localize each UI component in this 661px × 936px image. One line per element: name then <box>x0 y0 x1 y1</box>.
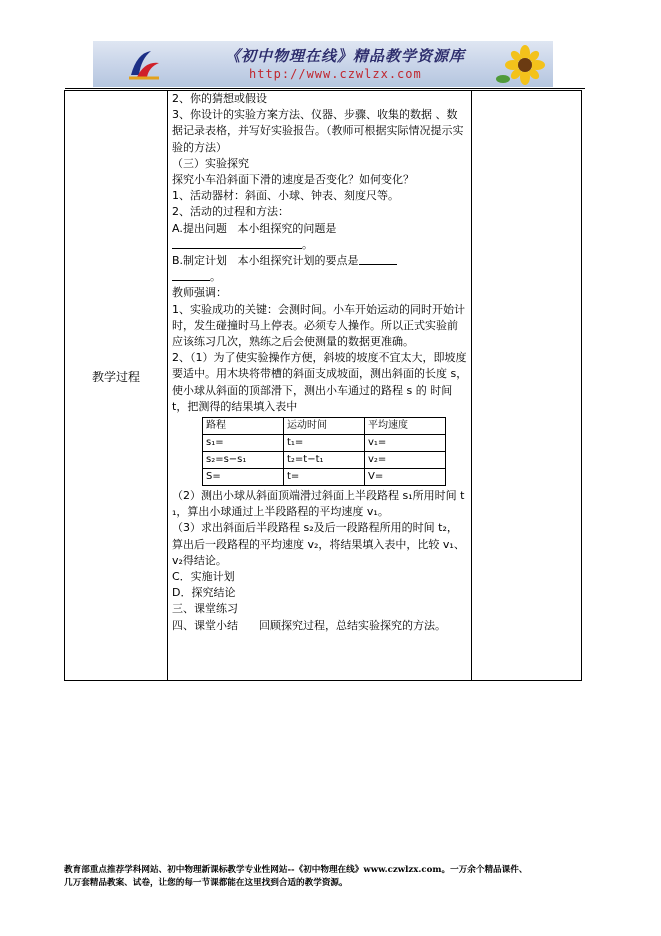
text-line: 3、你设计的实验方案方法、仪器、步骤、收集的数据 、数据记录表格，并写好实验报告。（教师可根据实际情况提示实验的方法） <box>172 108 464 154</box>
content-cell <box>169 91 471 634</box>
header-rule <box>65 88 585 89</box>
table-row <box>203 469 446 486</box>
banner-title: 《初中物理在线》精品教学资源库 <box>225 47 466 65</box>
text-line: 四、课堂小结 回顾探究过程，总结实验探究的方法。 <box>172 618 446 632</box>
text-line: D．探究结论 <box>172 586 236 600</box>
text-line: （三）实验探究 <box>172 156 249 170</box>
table-cell: s₂=s−s₁ <box>203 452 284 469</box>
section-label: 教学过程 <box>91 370 140 384</box>
answer-blank[interactable] <box>172 237 302 249</box>
banner-url[interactable]: http://www.czwlzx.com <box>249 67 422 81</box>
table-cell: t₁= <box>284 435 365 452</box>
sunflower-icon <box>495 45 547 85</box>
table-cell: S= <box>203 469 284 486</box>
text-line: （2）测出小球从斜面顶端滑过斜面上半段路程 s₁所用时间 t₁，算出小球通过上半段路程的平均速度 v₁。 <box>172 489 465 519</box>
answer-blank[interactable] <box>359 253 397 265</box>
text-line: 2、活动的过程和方法： <box>172 205 289 219</box>
table-header: 路程 <box>203 418 284 435</box>
text-line: B.制定计划 本小组探究计划的要点是 <box>172 253 468 269</box>
text-line: 2、（1）为了使实验操作方便，斜坡的坡度不宜太大，即坡度要适中。用木块将带槽的斜面支成坡面，测出斜面的长度 s，使小球从斜面的顶部滑下，测出小车通过的路程 s 的 时间 t，把测得的结果填入表中 <box>172 351 468 413</box>
table-header: 平均速度 <box>365 418 446 435</box>
table-cell: s₁= <box>203 435 284 452</box>
footer-line: 几万套精品教案、试卷，让您的每一节课都能在这里找到合适的教学资源。 <box>64 878 348 888</box>
table-header-row <box>203 418 446 435</box>
text-line: A.提出问题 本小组探究的问题是 <box>172 221 337 235</box>
table-cell: V= <box>365 469 446 486</box>
fill-blank-line: 。 <box>172 269 468 285</box>
table-cell: t= <box>284 469 365 486</box>
text-line: 教师强调： <box>172 286 227 300</box>
header-banner <box>93 41 553 87</box>
table-row <box>203 452 446 469</box>
lesson-table <box>64 90 582 681</box>
answer-blank[interactable] <box>172 269 210 281</box>
page-footer <box>64 864 604 890</box>
results-table <box>202 417 446 486</box>
table-cell: t₂=t−t₁ <box>284 452 365 469</box>
text-line: 探究小车沿斜面下滑的速度是否变化？如何变化？ <box>172 173 414 187</box>
table-header: 运动时间 <box>284 418 365 435</box>
text-line: 三、课堂练习 <box>172 602 238 616</box>
text-line: （3）求出斜面后半段路程 s₂及后一段路程所用的时间 t₂，算出后一段路程的平均速度 v₂，将结果填入表中，比较 v₁、v₂得结论。 <box>172 521 465 567</box>
table-cell: v₁= <box>365 435 446 452</box>
text-line: 1、实验成功的关键：会测时间。小车开始运动的同时开始计时，发生碰撞时马上停表。必须专人操作。所以正式实验前应该练习几次，熟练之后会使测量的数据更准确。 <box>172 302 465 349</box>
table-cell: v₂= <box>365 452 446 469</box>
site-logo-icon <box>127 47 161 81</box>
footer-line: 教育部重点推荐学科网站、初中物理新课标教学专业性网站--《初中物理在线》www.czwlzx.com。一万余个精品课件、 <box>64 865 528 875</box>
fill-blank-line: 。 <box>172 237 468 253</box>
text-line: 2、你的猜想或假设 <box>172 92 267 105</box>
text-line: C．实施计划 <box>172 570 235 584</box>
table-row <box>203 435 446 452</box>
notes-cell <box>471 91 581 680</box>
text-line: 1、活动器材：斜面、小球、钟表、刻度尺等。 <box>172 189 399 203</box>
section-label-cell <box>65 91 168 680</box>
